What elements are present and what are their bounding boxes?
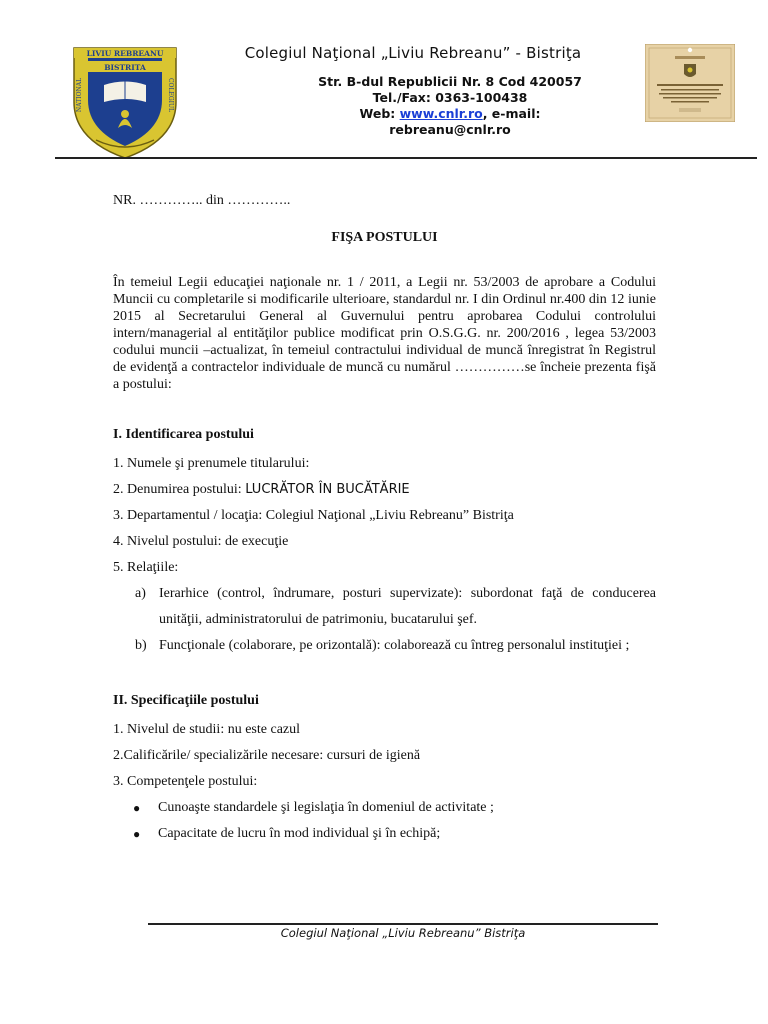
school-name: Colegiul Naţional „Liviu Rebreanu” - Bistriţa	[244, 44, 582, 62]
bullet-icon: ●	[133, 801, 141, 815]
qualifications-field: 2.Calificările/ specializările necesare: cursuri de igienă	[113, 748, 421, 763]
relation-a-text: Ierarhice (control, îndrumare, posturi supervizate): subordonat faţă de conducerea unităţii, administratorului de patrimoniu, bucatarului şef.	[159, 586, 656, 627]
logo-right-text: COLEGIUL	[167, 77, 174, 113]
address: Str. B-dul Republicii Nr. 8 Cod 420057	[318, 74, 582, 89]
competency-text: Capacitate de lucru în mod individual şi în echipă;	[158, 826, 441, 841]
header	[190, 44, 590, 138]
header-divider	[55, 157, 757, 159]
email: , e-mail: rebreanu@cnlr.ro	[389, 106, 541, 137]
holder-name-field: 1. Numele şi prenumele titularului:	[113, 456, 310, 471]
competencies-field: 3. Competenţele postului:	[113, 774, 258, 789]
competency-item	[133, 795, 656, 821]
phone: Tel./Fax: 0363-100438	[372, 90, 528, 105]
relation-a-label: a)	[135, 586, 146, 601]
relation-b-label: b)	[135, 638, 147, 653]
logo-band-text: BISTRITA	[104, 63, 146, 72]
intro-paragraph: În temeiul Legii educaţiei naţionale nr. 1 / 2011, a Legii nr. 53/2003 de aprobare a Codului Muncii cu completarile si modificarile ulterioare, standardul nr. I din Ordinul nr.400 din 12 iunie 2015 al Secretarului General al Guvernului pentru aprobarea Codului controlului intern/managerial al entităţilor publice modificat prin O.S.G.G. nr. 200/2016 , legea 53/2003 codului muncii –actualizat, în temeiul contractului individual de muncă înregistrat în Registrul de evidenţă a contractelor individuale de muncă cu numărul ……………se încheie prezenta fişă a postului:	[113, 275, 656, 392]
section-identification-title: I. Identificarea postului	[113, 427, 254, 442]
school-logo	[66, 40, 184, 160]
relations-field: 5. Relaţiile:	[113, 560, 179, 575]
job-title-value: LUCRĂTOR ÎN BUCĂTĂRIE	[245, 482, 410, 497]
relation-b-text: Funcţionale (colaborare, pe orizontală): colaborează cu întreg personalul instituţiei ;	[159, 638, 630, 653]
bullet-icon: ●	[133, 827, 141, 841]
department-field: 3. Departamentul / locaţia: Colegiul Naţional „Liviu Rebreanu” Bistriţa	[113, 508, 514, 523]
footer-divider	[148, 923, 658, 925]
registration-number-line: NR. ………….. din …………..	[113, 193, 291, 208]
job-level-field: 4. Nivelul postului: de execuţie	[113, 534, 289, 549]
relation-hierarchical	[135, 581, 656, 633]
document-body	[113, 192, 656, 847]
section-specifications-title: II. Specificaţiile postului	[113, 693, 259, 708]
web-email-line	[310, 106, 590, 138]
website-link[interactable]: www.cnlr.ro	[399, 106, 483, 121]
education-level-field: 1. Nivelul de studii: nu este cazul	[113, 722, 301, 737]
relation-functional	[135, 633, 656, 659]
job-title-field	[113, 477, 656, 503]
web-label: Web:	[359, 106, 400, 121]
logo-top-text: LIVIU REBREANU	[86, 49, 164, 58]
document-title: FIŞA POSTULUI	[331, 230, 438, 245]
page-footer: Colegiul Naţional „Liviu Rebreanu” Bistriţa	[280, 926, 526, 940]
logo-left-text: NATIONAL	[76, 77, 83, 113]
certificate-image	[645, 44, 735, 122]
competency-text: Cunoaşte standardele şi legislaţia în domeniul de activitate ;	[158, 800, 494, 815]
job-title-label: 2. Denumirea postului:	[113, 482, 246, 497]
competency-item	[133, 821, 656, 847]
